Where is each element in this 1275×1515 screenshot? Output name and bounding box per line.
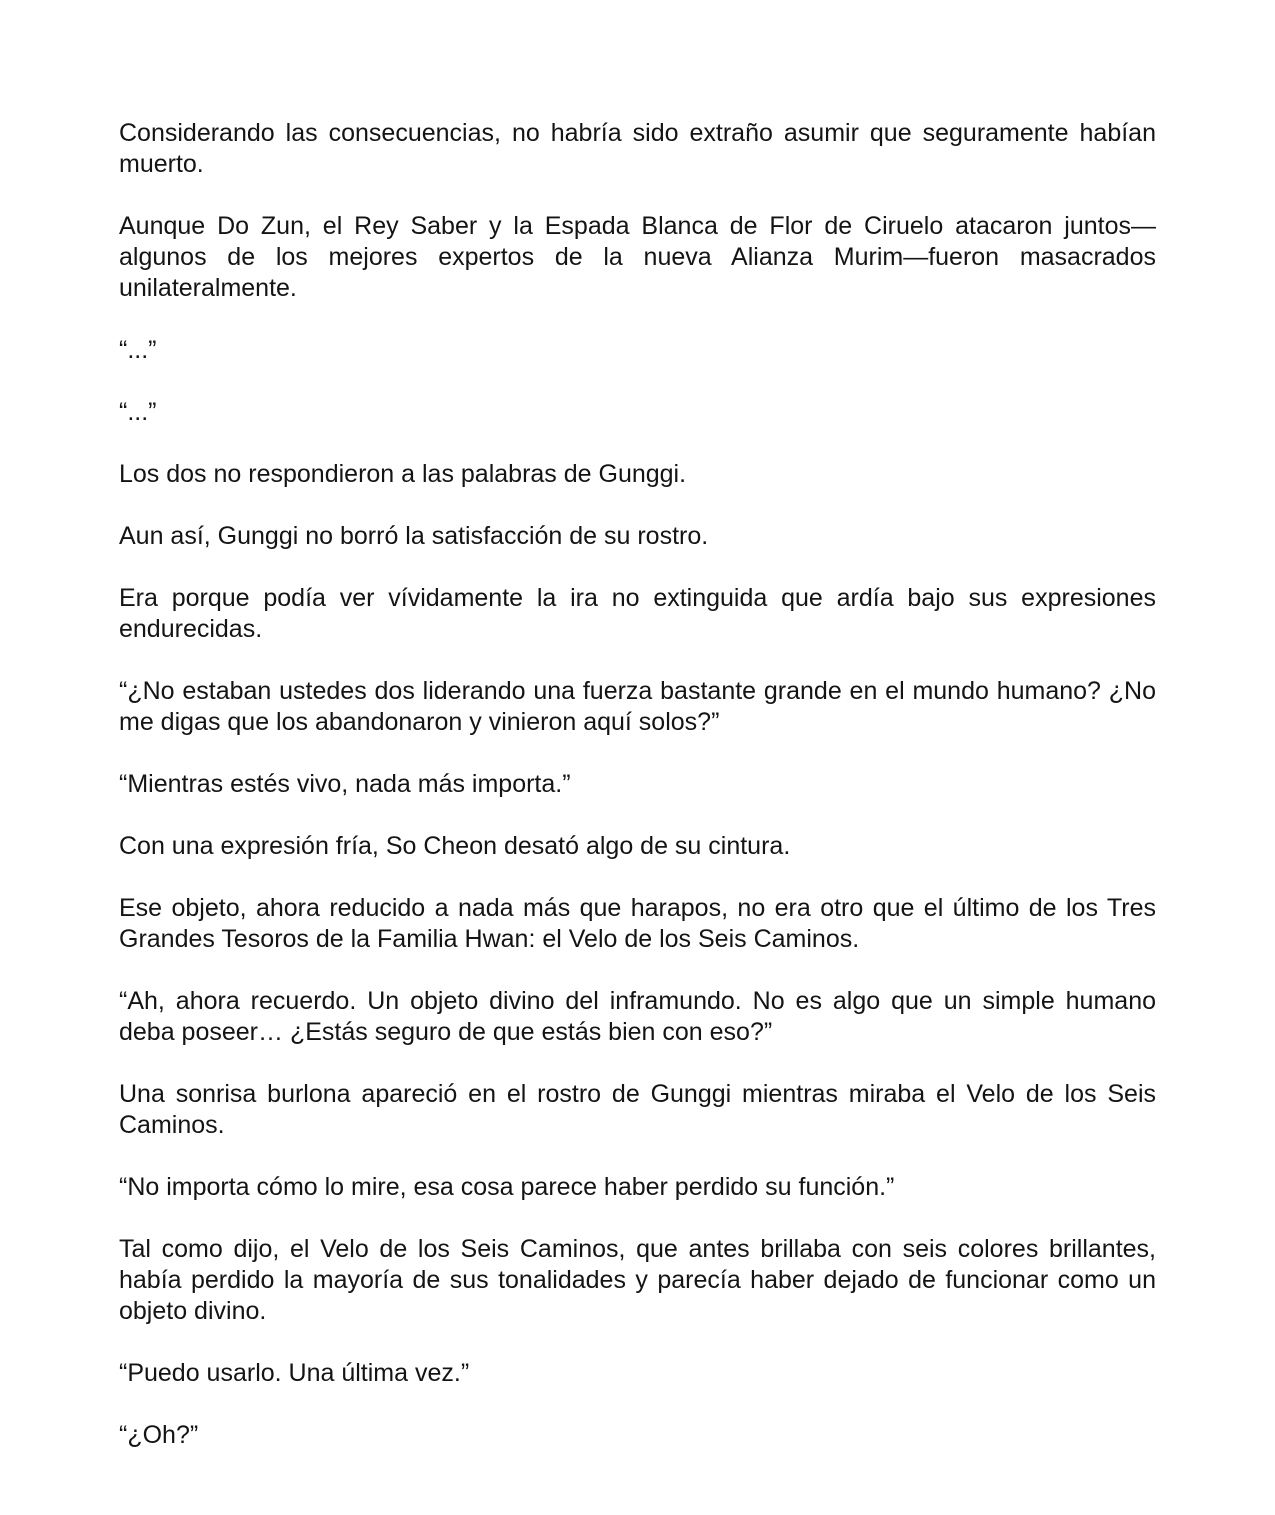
paragraph: Era porque podía ver vívidamente la ira no extinguida que ardía bajo sus expresiones endurecidas. — [119, 584, 1156, 643]
paragraph: Aunque Do Zun, el Rey Saber y la Espada Blanca de Flor de Ciruelo atacaron juntos—algunos de los mejores expertos de la nueva Alianza Murim—fueron masacrados unilateralmente. — [119, 212, 1156, 302]
paragraph: Ese objeto, ahora reducido a nada más que harapos, no era otro que el último de los Tres Grandes Tesoros de la Familia Hwan: el Velo de los Seis Caminos. — [119, 894, 1156, 953]
paragraph: Los dos no respondieron a las palabras de Gunggi. — [119, 460, 687, 488]
paragraph: “...” — [119, 336, 157, 364]
paragraph: “Mientras estés vivo, nada más importa.” — [119, 770, 571, 798]
paragraph: Tal como dijo, el Velo de los Seis Caminos, que antes brillaba con seis colores brillantes, había perdido la mayoría de sus tonalidades y parecía haber dejado de funcionar como un objeto divino. — [119, 1235, 1156, 1325]
paragraph: Una sonrisa burlona apareció en el rostro de Gunggi mientras miraba el Velo de los Seis Caminos. — [119, 1080, 1156, 1139]
document-page — [119, 118, 1156, 1451]
paragraph: “¿No estaban ustedes dos liderando una fuerza bastante grande en el mundo humano? ¿No me digas que los abandonaron y vinieron aquí solos?” — [119, 677, 1156, 736]
paragraph: “Ah, ahora recuerdo. Un objeto divino del inframundo. No es algo que un simple humano deba poseer… ¿Estás seguro de que estás bien con eso?” — [119, 987, 1156, 1046]
paragraph: “¿Oh?” — [119, 1421, 199, 1449]
paragraph: Considerando las consecuencias, no habría sido extraño asumir que seguramente habían muerto. — [119, 119, 1156, 178]
paragraph: “Puedo usarlo. Una última vez.” — [119, 1359, 470, 1387]
paragraph: Aun así, Gunggi no borró la satisfacción de su rostro. — [119, 522, 709, 550]
paragraph: “...” — [119, 398, 157, 426]
paragraph: “No importa cómo lo mire, esa cosa parece haber perdido su función.” — [119, 1173, 895, 1201]
paragraph: Con una expresión fría, So Cheon desató algo de su cintura. — [119, 832, 791, 860]
